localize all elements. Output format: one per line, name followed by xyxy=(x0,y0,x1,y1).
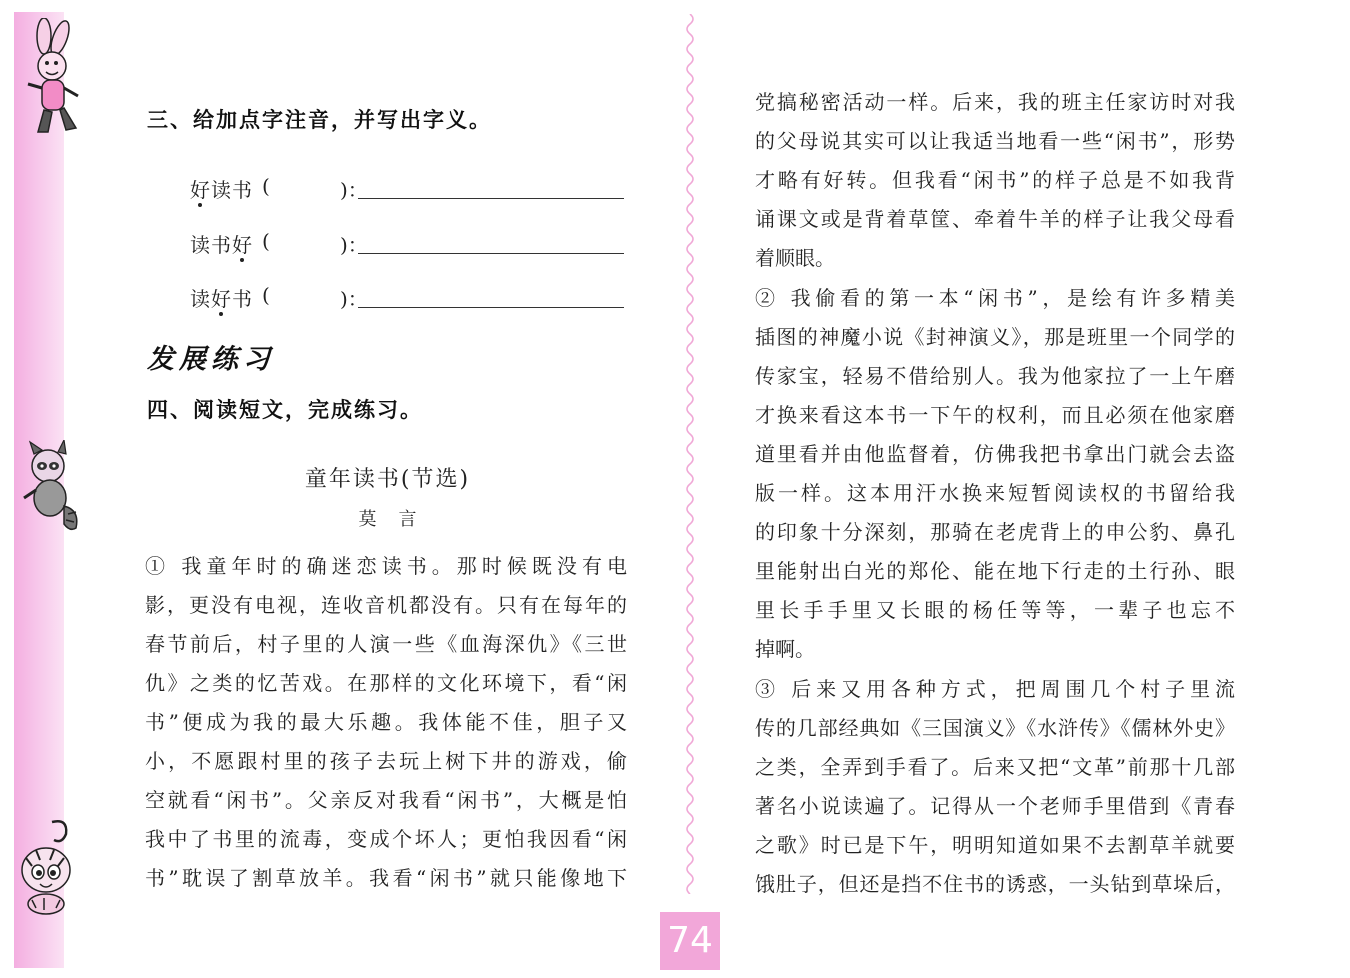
exercise3-word: 读书好 xyxy=(190,233,253,257)
passage-line: 版一样。这本用汗水换来短暂阅读权的书留给我 xyxy=(755,481,1235,505)
passage-line: 饿肚子，但还是挡不住书的诱惑，一头钻到草垛后， xyxy=(755,872,1235,896)
emphasis-dot xyxy=(219,312,223,316)
section-title: 发展练习 xyxy=(147,344,275,375)
passage-line: 空就看“闲书”。父亲反对我看“闲书”，大概是怕 xyxy=(145,788,627,812)
passage-line: 掉啊。 xyxy=(755,637,815,661)
pinyin-paren-close: )： xyxy=(340,178,368,202)
answer-blank-line[interactable] xyxy=(358,307,624,308)
passage-line: 党搞秘密活动一样。后来，我的班主任家访时对我 xyxy=(755,90,1235,114)
passage-line: ③ 后来又用各种方式，把周围几个村子里流 xyxy=(755,677,1235,701)
passage-line: 的父母说其实可以让我适当地看一些“闲书”，形势 xyxy=(755,129,1235,153)
pinyin-paren-open: ( xyxy=(262,229,270,253)
pinyin-paren-open: ( xyxy=(262,283,270,307)
passage-line: 的印象十分深刻，那骑在老虎背上的申公豹、鼻孔 xyxy=(755,520,1235,544)
exercise3-item xyxy=(190,174,630,208)
exercise3-item xyxy=(190,283,630,317)
passage-author: 莫言 xyxy=(358,509,439,530)
passage-line: 书”耽误了割草放羊。我看“闲书”就只能像地下 xyxy=(145,866,627,890)
passage-line: 才略有好转。但我看“闲书”的样子总是不如我背 xyxy=(755,168,1235,192)
exercise3-word: 读好书 xyxy=(190,287,253,311)
passage-line: 里长手手里又长眼的杨任等等，一辈子也忘不 xyxy=(755,598,1235,622)
passage-line: 影，更没有电视，连收音机都没有。只有在每年的 xyxy=(145,593,627,617)
emphasis-dot xyxy=(240,258,244,262)
pinyin-paren-close: )： xyxy=(340,233,368,257)
passage-line: 传的几部经典如《三国演义》《水浒传》《儒林外史》 xyxy=(755,716,1235,740)
passage-line: 小，不愿跟村里的孩子去玩上树下井的游戏，偷 xyxy=(145,749,627,773)
passage-line: 书”便成为我的最大乐趣。我体能不佳，胆子又 xyxy=(145,710,627,734)
raccoon-mascot-icon xyxy=(14,440,86,535)
passage-line: 道里看并由他监督着，仿佛我把书拿出门就会去盗 xyxy=(755,442,1235,466)
passage-line: 仇》之类的忆苦戏。在那样的文化环境下，看“闲 xyxy=(145,671,627,695)
exercise3-word: 好读书 xyxy=(190,178,253,202)
passage-line: 着顺眼。 xyxy=(755,246,835,270)
passage-line: 我中了书里的流毒，变成个坏人；更怕我因看“闲 xyxy=(145,827,627,851)
passage-line: 著名小说读遍了。记得从一个老师手里借到《青春 xyxy=(755,794,1235,818)
tiger-mascot-icon xyxy=(14,818,82,916)
page-divider xyxy=(683,14,697,894)
passage-line: 春节前后，村子里的人演一些《血海深仇》《三世 xyxy=(145,632,627,656)
passage-line: 诵课文或是背着草筐、牵着牛羊的样子让我父母看 xyxy=(755,207,1235,231)
pinyin-paren-open: ( xyxy=(262,174,270,198)
answer-blank-line[interactable] xyxy=(358,198,624,199)
rabbit-mascot-icon xyxy=(14,18,86,138)
exercise4-heading: 四、阅读短文，完成练习。 xyxy=(147,398,423,422)
pinyin-paren-close: )： xyxy=(340,287,368,311)
page-number: 74 xyxy=(660,912,720,970)
passage-line: 之类，全弄到手看了。后来又把“文革”前那十几部 xyxy=(755,755,1235,779)
passage-line: 插图的神魔小说《封神演义》，那是班里一个同学的 xyxy=(755,325,1235,349)
exercise3-item xyxy=(190,229,630,263)
passage-line: 之歌》时已是下午，明明知道如果不去割草羊就要 xyxy=(755,833,1235,857)
answer-blank-line[interactable] xyxy=(358,253,624,254)
passage-line: 才换来看这本书一下午的权利，而且必须在他家磨 xyxy=(755,403,1235,427)
passage-line: 传家宝，轻易不借给别人。我为他家拉了一上午磨 xyxy=(755,364,1235,388)
emphasis-dot xyxy=(198,203,202,207)
passage-line: ② 我偷看的第一本“闲书”，是绘有许多精美 xyxy=(755,286,1235,310)
passage-line: 里能射出白光的郑伦、能在地下行走的土行孙、眼 xyxy=(755,559,1235,583)
passage-title: 童年读书(节选) xyxy=(304,467,471,492)
exercise3-heading: 三、给加点字注音，并写出字义。 xyxy=(147,108,492,132)
passage-line: ① 我童年时的确迷恋读书。那时候既没有电 xyxy=(145,554,627,578)
